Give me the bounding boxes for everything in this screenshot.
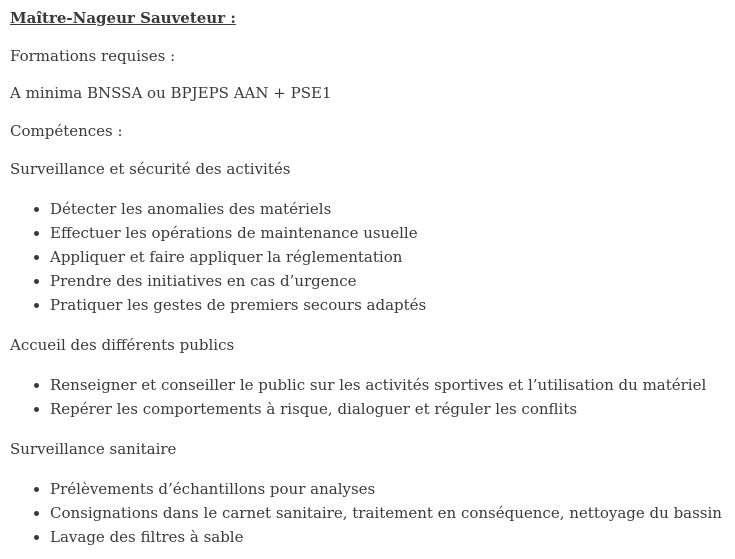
section-heading-surveillance-sanitaire: Surveillance sanitaire xyxy=(10,440,177,458)
section-heading-accueil-publics: Accueil des différents publics xyxy=(10,336,235,354)
list-item: Pratiquer les gestes de premiers secours adaptés xyxy=(0,293,426,317)
formations-value: A minima BNSSA ou BPJEPS AAN + PSE1 xyxy=(10,84,332,102)
section-list-surveillance-sanitaire xyxy=(0,477,722,549)
list-item: Détecter les anomalies des matériels xyxy=(0,197,426,221)
competences-label: Compétences : xyxy=(10,122,123,140)
list-item: Lavage des filtres à sable xyxy=(0,525,722,549)
list-item: Appliquer et faire appliquer la réglementation xyxy=(0,245,426,269)
list-item: Repérer les comportements à risque, dialoguer et réguler les conflits xyxy=(0,397,706,421)
list-item: Effectuer les opérations de maintenance usuelle xyxy=(0,221,426,245)
list-item: Prélèvements d’échantillons pour analyses xyxy=(0,477,722,501)
section-list-surveillance-securite xyxy=(0,197,426,317)
formations-label: Formations requises : xyxy=(10,47,176,65)
list-item: Prendre des initiatives en cas d’urgence xyxy=(0,269,426,293)
list-item: Consignations dans le carnet sanitaire, traitement en conséquence, nettoyage du bassin xyxy=(0,501,722,525)
section-heading-surveillance-securite: Surveillance et sécurité des activités xyxy=(10,160,291,178)
section-list-accueil-publics xyxy=(0,373,706,421)
list-item: Renseigner et conseiller le public sur les activités sportives et l’utilisation du matériel xyxy=(0,373,706,397)
page-title: Maître-Nageur Sauveteur : xyxy=(10,9,236,27)
